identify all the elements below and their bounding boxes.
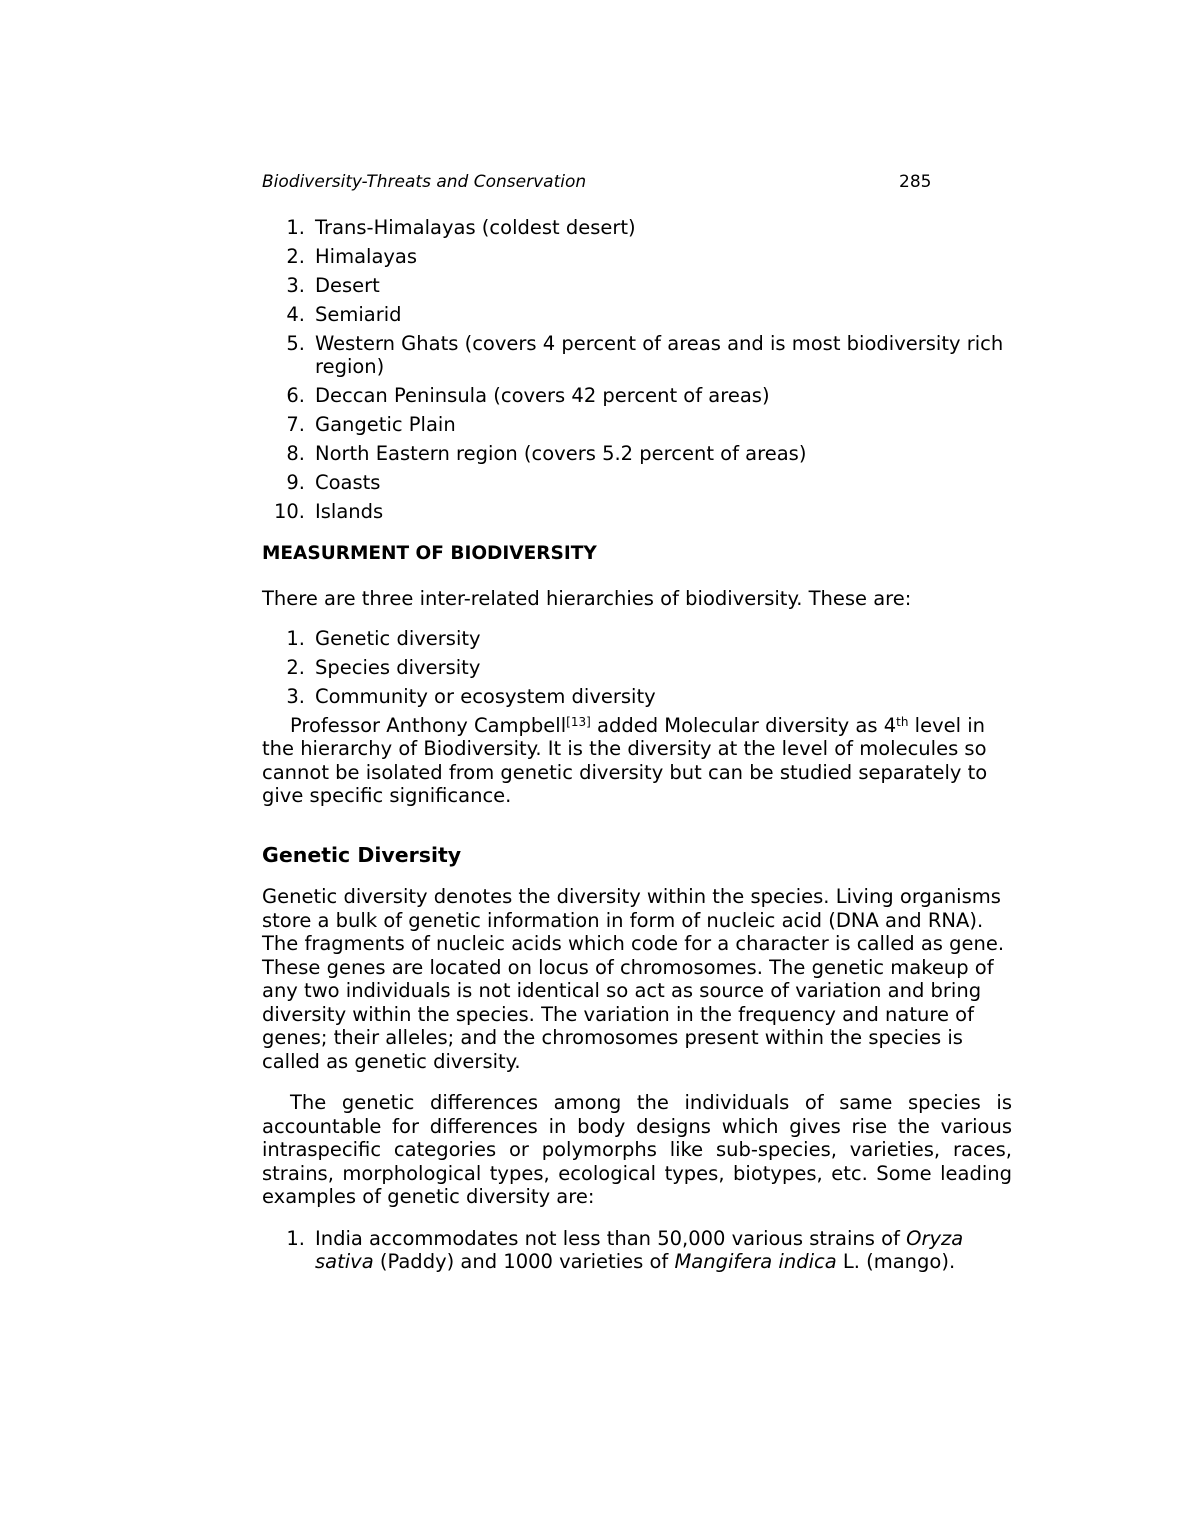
list-text: Islands [315,499,384,523]
biogeographic-regions-list [262,216,1012,523]
list-number: 1. [286,627,305,651]
list-item [262,656,1012,680]
list-text: Himalayas [315,244,418,268]
campbell-text-3: level in the hierarchy of Biodiversity. It is the diversity at the level of molecules so cannot be isolated from genetic diversity but can be studied separately to give specific significance. [262,713,988,808]
list-text: Genetic diversity [315,627,481,651]
citation-reference: [13] [566,714,591,729]
list-text: Trans-Himalayas (coldest desert) [315,216,636,239]
list-item [262,303,1012,327]
list-item [262,442,1012,466]
list-item [262,332,1012,379]
list-number: 1. [286,216,305,239]
list-item [262,245,1012,269]
list-item [262,685,1012,709]
list-text: Coasts [315,470,381,494]
list-number: 5. [286,331,305,355]
example-text-3: L. (mango). [836,1250,956,1274]
genetic-paragraph-1: Genetic diversity denotes the diversity within the species. Living organisms store a bulk of genetic information in form of nucleic acid (DNA and RNA). The fragments of nucleic acids which code for a character is called as gene. These genes are located on locus of chromosomes. The genetic makeup of any two individuals is not identical so act as source of variation and bring diversity within the species. The variation in the frequency and nature of genes; their alleles; and the chromosomes present within the species is called as genetic diversity. [262,885,1005,1073]
list-item [262,384,1012,408]
list-item [262,471,1012,495]
running-title: Biodiversity-Threats and Conservation [262,172,587,192]
page-number: 285 [899,172,932,192]
list-text: Species diversity [315,655,481,679]
list-number: 3. [286,273,305,297]
example-text-2: (Paddy) and 1000 varieties of [373,1250,675,1274]
list-item [262,627,1012,651]
list-text: Semiarid [315,302,402,326]
example-text-1: India accommodates not less than 50,000 various strains of [315,1226,907,1250]
list-number: 1. [286,1226,305,1250]
list-item [262,413,1012,437]
hierarchy-list [262,627,1012,708]
list-item [262,216,1012,240]
campbell-paragraph [262,714,1012,808]
list-number: 9. [286,470,305,494]
genetic-examples-list [262,1227,1012,1274]
list-number: 8. [286,441,305,465]
list-text: Gangetic Plain [315,412,456,436]
list-number: 7. [286,412,305,436]
running-header [262,170,1012,194]
list-item [262,500,1012,524]
list-number: 3. [286,684,305,708]
species-name-mango: Mangifera indica [674,1250,837,1274]
campbell-text-2: added Molecular diversity as 4 [590,713,897,737]
list-number: 10. [273,499,305,523]
list-number: 6. [286,383,305,407]
document-page [262,170,1012,1279]
genetic-paragraph-2: The genetic differences among the individuals of same species is accountable for differences in body designs which gives rise the various intraspecific categories or polymorphs like sub-species, varieties, races, strains, morphological types, ecological types, biotypes, etc. Some leading examples of genetic diversity are: [262,1091,1012,1209]
list-text: Community or ecosystem diversity [315,684,656,708]
list-item [262,1227,1012,1274]
measurement-intro: There are three inter-related hierarchies of biodiversity. These are: [262,586,912,610]
ordinal-suffix: th [896,714,909,729]
list-number: 2. [286,244,305,268]
section-heading-measurement: MEASURMENT OF BIODIVERSITY [262,543,597,565]
list-text: Desert [315,273,380,297]
section-heading-genetic-diversity: Genetic Diversity [262,842,462,867]
list-text: Deccan Peninsula (covers 42 percent of areas) [315,383,770,407]
list-number: 4. [286,302,305,326]
species-name-rice: Oryza sativa [315,1226,964,1274]
list-text: Western Ghats (covers 4 percent of areas and is most biodiversity rich region) [315,331,1004,379]
list-text: North Eastern region (covers 5.2 percent of areas) [315,441,807,465]
list-number: 2. [286,655,305,679]
list-item [262,274,1012,298]
campbell-text-1: Professor Anthony Campbell [290,713,567,737]
